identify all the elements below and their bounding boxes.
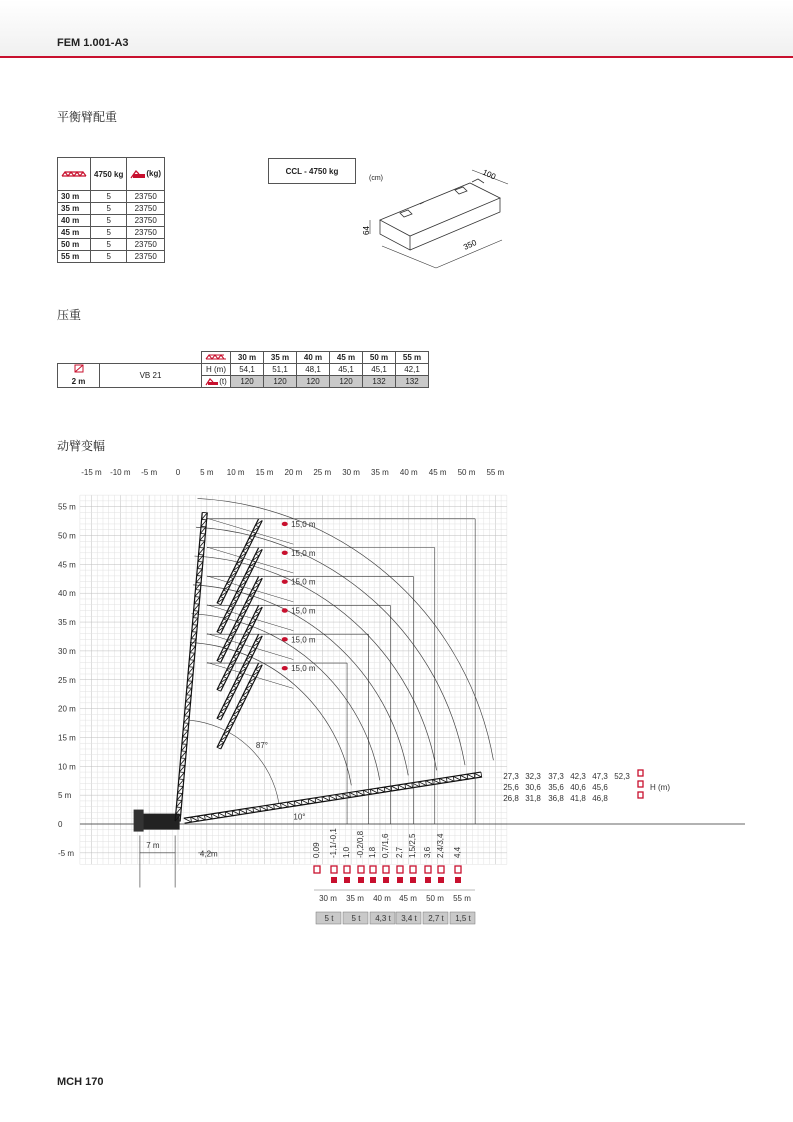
crane-base (138, 814, 180, 830)
cell-h: 48,1 (297, 364, 330, 376)
cell-h: 45,1 (363, 364, 396, 376)
hook-icon (638, 792, 643, 798)
col-jib: 40 m (297, 352, 330, 364)
jib-icon-cell (202, 352, 231, 364)
tip-load-label: 4,3 t (375, 914, 391, 923)
jib-length-label: 35 m (346, 894, 364, 903)
cell-count: 5 (91, 203, 127, 215)
col-jib: 45 m (330, 352, 363, 364)
col-jib: 30 m (231, 352, 264, 364)
cell-h: 54,1 (231, 364, 264, 376)
angle-arc (190, 720, 279, 804)
hook-icon (314, 866, 320, 873)
height-top: 37,3 (548, 772, 564, 781)
radius-arc (190, 642, 351, 785)
jib-boom (184, 772, 482, 823)
hook-height-value: 0,09 (312, 842, 321, 858)
jib-icon-cell (58, 158, 91, 191)
cell-weight: 23750 (127, 203, 165, 215)
ballast-table (57, 351, 429, 388)
height-top: 47,3 (592, 772, 608, 781)
weight-icon (130, 170, 146, 179)
hook-icon (638, 770, 643, 776)
height-mid: 35,6 (548, 783, 564, 792)
hook-height-value: 2,7 (395, 846, 404, 858)
hook-icon (282, 666, 288, 670)
tie-line (207, 547, 294, 573)
height-top: 27,3 (503, 772, 519, 781)
height-mid: 40,6 (570, 783, 586, 792)
x-tick-label: 10 m (226, 468, 245, 477)
hook-height-value: -1,1/-0,1 (329, 828, 338, 858)
min-radius-label: 15,0 m (291, 548, 316, 558)
hook-icon (331, 866, 337, 873)
y-axis-ticks (58, 503, 76, 858)
hook-height-value: 0,7/1,6 (381, 833, 390, 858)
hook-height-value: 1,5/2,5 (408, 833, 417, 858)
counter-jib-label: 7 m (146, 841, 160, 851)
cell-jib: 45 m (58, 227, 91, 239)
cell-jib: 35 m (58, 203, 91, 215)
hook-height-value: 3,6 (423, 846, 432, 858)
counterweight-table (57, 157, 165, 263)
cell-count: 5 (91, 215, 127, 227)
y-tick-label: 5 m (58, 791, 72, 801)
cell-count: 5 (91, 227, 127, 239)
hook-icon (425, 866, 431, 873)
y-tick-label: 35 m (58, 618, 76, 628)
tip-load-label: 5 t (324, 914, 334, 923)
t-label-cell (202, 376, 231, 388)
section-counterweight: 平衡臂配重 (57, 110, 118, 124)
table-row (58, 227, 165, 239)
hook-icon (383, 866, 389, 873)
load-icon (358, 877, 364, 883)
y-tick-label: 40 m (58, 589, 76, 599)
header-rule (0, 56, 793, 58)
jib-length-label: 45 m (399, 894, 417, 903)
load-icon (331, 877, 337, 883)
hook-icon (358, 866, 364, 873)
base-type: VB 21 (100, 364, 202, 388)
x-tick-label: 35 m (371, 468, 389, 477)
base-icon-cell (58, 364, 100, 376)
angle-max-label: 87° (255, 740, 269, 750)
hook-icon (638, 781, 643, 787)
luffing-diagram (0, 460, 793, 940)
min-radius-label: 15,0 m (291, 577, 316, 587)
cell-h: 45,1 (330, 364, 363, 376)
h-label: H (m) (202, 364, 231, 376)
y-tick-label: 45 m (58, 560, 76, 570)
height-bot: 41,8 (570, 794, 586, 803)
height-mid: 30,6 (525, 783, 541, 792)
load-icon (410, 877, 416, 883)
slew-offset-label: 4,2m (199, 849, 218, 859)
min-radius-label: 15,0 m (291, 519, 316, 529)
col-jib: 55 m (396, 352, 429, 364)
x-tick-label: 45 m (428, 468, 447, 477)
counterweight (134, 810, 144, 832)
table-row (58, 203, 165, 215)
x-tick-label: 55 m (486, 468, 505, 477)
height-mid: 25,6 (503, 783, 519, 792)
tip-load-label: 3,4 t (401, 914, 417, 923)
jib-length-label: 55 m (453, 894, 471, 903)
x-tick-label: -5 m (141, 468, 158, 477)
col-weight: (kg) (146, 169, 162, 179)
tip-load-label: 2,7 t (428, 914, 444, 923)
cell-t: 120 (231, 376, 264, 388)
hook-icon (455, 866, 461, 873)
load-icon (425, 877, 431, 883)
h-unit-label: H (m) (650, 783, 670, 792)
height-bot: 36,8 (548, 794, 564, 803)
min-radius-label: 15,0 m (291, 664, 316, 674)
load-icon (455, 877, 461, 883)
y-tick-label: 10 m (58, 762, 76, 772)
height-bot: 31,8 (525, 794, 541, 803)
x-tick-label: -15 m (81, 468, 102, 477)
block-unit: (cm) (369, 175, 383, 182)
tie-line (207, 518, 294, 544)
hook-height-value: 4,4 (453, 846, 462, 858)
height-bot: 46,8 (592, 794, 608, 803)
dim-length: 350 (462, 238, 478, 252)
load-icon (397, 877, 403, 883)
table-row (58, 251, 165, 263)
table-row (58, 191, 165, 203)
x-tick-label: -10 m (110, 468, 131, 477)
hook-icon (282, 522, 288, 526)
hook-icon (410, 866, 416, 873)
footer-model: MCH 170 (57, 1076, 104, 1088)
block-label: CCL - 4750 kg (268, 158, 356, 184)
t-label: (t) (219, 377, 227, 386)
cell-weight: 23750 (127, 227, 165, 239)
table-row (58, 364, 429, 376)
height-mid: 45,6 (592, 783, 608, 792)
hook-height-value: -0,2/0,8 (356, 830, 365, 858)
jib-length-label: 40 m (373, 894, 391, 903)
cell-weight: 23750 (127, 251, 165, 263)
jib-icon (205, 354, 227, 361)
cell-jib: 55 m (58, 251, 91, 263)
x-tick-label: 0 (175, 468, 181, 477)
hook-height-value: 1,8 (368, 846, 377, 858)
tip-load-label: 5 t (351, 914, 361, 923)
hook-icon (282, 608, 288, 612)
y-tick-label: 20 m (58, 704, 76, 714)
load-icon (438, 877, 444, 883)
load-icon (383, 877, 389, 883)
hook-icon (282, 551, 288, 555)
cell-count: 5 (91, 191, 127, 203)
load-icon (344, 877, 350, 883)
table-row (58, 239, 165, 251)
dim-height: 64 (362, 226, 371, 235)
x-tick-label: 20 m (284, 468, 303, 477)
min-radius-label: 15,0 m (291, 635, 316, 645)
section-luffing: 动臂变幅 (57, 439, 106, 453)
x-tick-label: 30 m (342, 468, 360, 477)
cell-t: 120 (330, 376, 363, 388)
min-radius-label: 15,0 m (291, 606, 316, 616)
doc-code: FEM 1.001-A3 (57, 37, 129, 49)
cell-count: 5 (91, 239, 127, 251)
table-row (58, 215, 165, 227)
diagram-labels (140, 520, 670, 924)
cell-t: 132 (396, 376, 429, 388)
base-size: 2 m (58, 376, 100, 388)
col-weight-cell (127, 158, 165, 191)
x-tick-label: 40 m (399, 468, 418, 477)
y-tick-label: 50 m (58, 531, 76, 541)
cell-weight: 23750 (127, 215, 165, 227)
counterweight-block-drawing (360, 158, 530, 278)
hook-icon (397, 866, 403, 873)
y-tick-label: 25 m (58, 675, 76, 685)
cell-jib: 30 m (58, 191, 91, 203)
col-jib: 50 m (363, 352, 396, 364)
height-top: 42,3 (570, 772, 586, 781)
cell-jib: 50 m (58, 239, 91, 251)
y-tick-label: 55 m (58, 502, 76, 512)
y-tick-label: 30 m (58, 646, 76, 656)
cell-weight: 23750 (127, 239, 165, 251)
angle-min-label: 10° (293, 812, 306, 822)
cell-weight: 23750 (127, 191, 165, 203)
y-tick-label: -5 m (58, 848, 74, 858)
height-bot: 26,8 (503, 794, 519, 803)
base-icon (74, 364, 84, 373)
section-ballast: 压重 (57, 308, 82, 322)
jib-length-label: 50 m (426, 894, 444, 903)
x-tick-label: 15 m (255, 468, 274, 477)
jib-length-label: 30 m (319, 894, 337, 903)
cell-t: 120 (297, 376, 330, 388)
height-top: 52,3 (614, 772, 630, 781)
hook-height-value: 1,0 (342, 846, 351, 858)
cell-h: 51,1 (264, 364, 297, 376)
col-jib: 35 m (264, 352, 297, 364)
x-tick-label: 25 m (313, 468, 332, 477)
tip-load-label: 1,5 t (455, 914, 471, 923)
y-tick-label: 0 (58, 820, 63, 829)
cell-t: 120 (264, 376, 297, 388)
hook-icon (370, 866, 376, 873)
x-tick-label: 5 m (200, 468, 214, 477)
height-top: 32,3 (525, 772, 541, 781)
dim-width: 100 (481, 167, 498, 182)
cell-count: 5 (91, 251, 127, 263)
x-axis-ticks (81, 468, 504, 477)
cell-t: 132 (363, 376, 396, 388)
hook-icon (438, 866, 444, 873)
hook-height-value: 2,4/3,4 (436, 833, 445, 858)
y-tick-label: 15 m (58, 733, 76, 743)
hook-icon (344, 866, 350, 873)
x-tick-label: 50 m (457, 468, 476, 477)
hook-icon (282, 579, 288, 583)
hook-icon (282, 637, 288, 641)
cell-jib: 40 m (58, 215, 91, 227)
weight-icon (205, 378, 219, 386)
col-count: 4750 kg (91, 158, 127, 191)
load-icon (370, 877, 376, 883)
jib-icon (61, 170, 87, 178)
cell-h: 42,1 (396, 364, 429, 376)
